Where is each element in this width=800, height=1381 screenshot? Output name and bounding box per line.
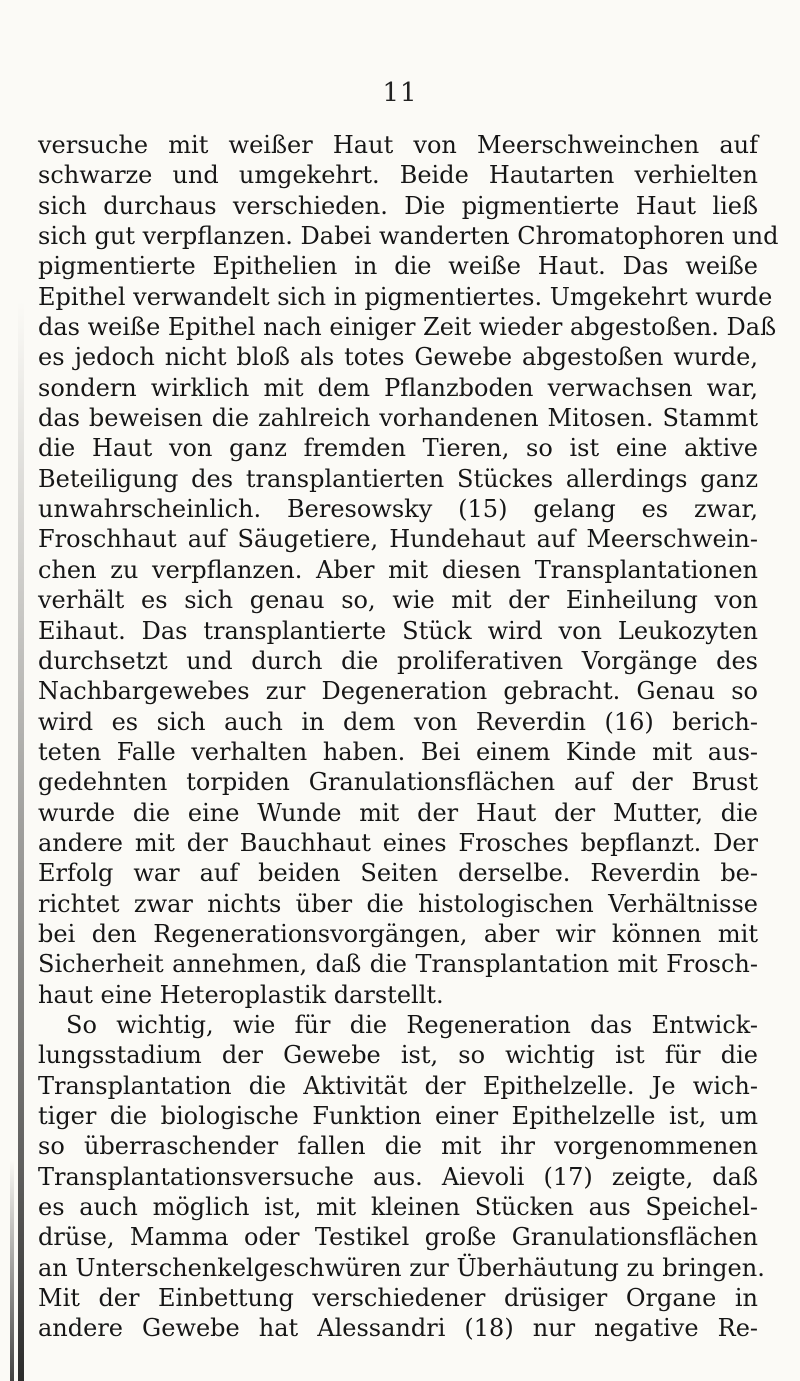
text-line: teten Falle verhalten haben. Bei einem Kinde mit aus- bbox=[38, 737, 758, 766]
text-line: es auch möglich ist, mit kleinen Stücken aus Speichel- bbox=[38, 1193, 758, 1222]
text-line: wurde die eine Wunde mit der Haut der Mutter, die bbox=[38, 798, 758, 827]
text-line: bei den Regenerationsvorgängen, aber wir können mit bbox=[38, 919, 758, 948]
text-line: Beteiligung des transplantierten Stückes allerdings ganz bbox=[38, 464, 758, 493]
text-line: versuche mit weißer Haut von Meerschweinchen auf bbox=[38, 131, 758, 159]
text-line: andere mit der Bauchhaut eines Frosches bepflanzt. Der bbox=[38, 828, 758, 857]
text-line: sich durchaus verschieden. Die pigmentierte Haut ließ bbox=[38, 191, 758, 220]
text-line: richtet zwar nichts über die histologischen Verhältnisse bbox=[38, 889, 758, 918]
page-edge-shadow bbox=[18, 300, 24, 1381]
text-line: Transplantationsversuche aus. Aievoli (17) zeigte, daß bbox=[38, 1162, 758, 1191]
text-line: es jedoch nicht bloß als totes Gewebe abgestoßen wurde, bbox=[38, 343, 758, 372]
text-line: so überraschender fallen die mit ihr vorgenommenen bbox=[38, 1132, 758, 1161]
text-line: Epithel verwandelt sich in pigmentiertes. Umgekehrt wurde bbox=[38, 282, 773, 311]
text-line: andere Gewebe hat Alessandri (18) nur negative Re- bbox=[38, 1314, 758, 1343]
text-line: tiger die biologische Funktion einer Epithelzelle ist, um bbox=[38, 1102, 758, 1130]
text-line: unwahrscheinlich. Beresowsky (15) gelang es zwar, bbox=[38, 495, 758, 524]
text-line: Eihaut. Das transplantierte Stück wird von Leukozyten bbox=[38, 616, 758, 645]
text-line: Mit der Einbettung verschiedener drüsiger Organe in bbox=[38, 1284, 758, 1313]
text-line: das weiße Epithel nach einiger Zeit wieder abgestoßen. Daß bbox=[38, 313, 777, 342]
text-line: verhält es sich genau so, wie mit der Einheilung von bbox=[38, 586, 758, 615]
text-line: chen zu verpflanzen. Aber mit diesen Transplantationen bbox=[38, 555, 758, 584]
text-line: Erfolg war auf beiden Seiten derselbe. Reverdin be- bbox=[38, 859, 758, 888]
page-edge-shadow-lower bbox=[10, 1160, 14, 1381]
text-line: Sicherheit annehmen, daß die Transplantation mit Frosch- bbox=[38, 950, 758, 979]
text-line: haut eine Heteroplastik darstellt. bbox=[38, 980, 444, 1009]
text-line: Nachbargewebes zur Degeneration gebracht. Genau so bbox=[38, 677, 758, 706]
text-line: das beweisen die zahlreich vorhandenen Mitosen. Stammt bbox=[38, 404, 758, 433]
text-line: wird es sich auch in dem von Reverdin (16) berich- bbox=[38, 707, 758, 736]
text-line: an Unterschenkelgeschwüren zur Überhäutung zu bringen. bbox=[38, 1253, 765, 1282]
text-line: lungsstadium der Gewebe ist, so wichtig ist für die bbox=[38, 1041, 758, 1070]
text-line: durchsetzt und durch die proliferativen Vorgänge des bbox=[38, 646, 758, 675]
text-line: sondern wirklich mit dem Pflanzboden verwachsen war, bbox=[38, 373, 758, 402]
body-text bbox=[38, 130, 779, 1344]
page-number: 11 bbox=[382, 78, 418, 108]
text-line: sich gut verpflanzen. Dabei wanderten Chromatophoren und bbox=[38, 222, 779, 251]
text-line: schwarze und umgekehrt. Beide Hautarten verhielten bbox=[38, 161, 758, 190]
text-line: Transplantation die Aktivität der Epithelzelle. Je wich- bbox=[38, 1071, 758, 1100]
text-line: gedehnten torpiden Granulationsflächen auf der Brust bbox=[38, 768, 758, 797]
text-line: die Haut von ganz fremden Tieren, so ist eine aktive bbox=[38, 434, 758, 463]
text-line: pigmentierte Epithelien in die weiße Haut. Das weiße bbox=[38, 252, 758, 281]
text-line: So wichtig, wie für die Regeneration das Entwick- bbox=[66, 1010, 758, 1039]
text-line: drüse, Mamma oder Testikel große Granulationsflächen bbox=[38, 1223, 758, 1252]
text-line: Froschhaut auf Säugetiere, Hundehaut auf Meerschwein- bbox=[38, 525, 758, 554]
